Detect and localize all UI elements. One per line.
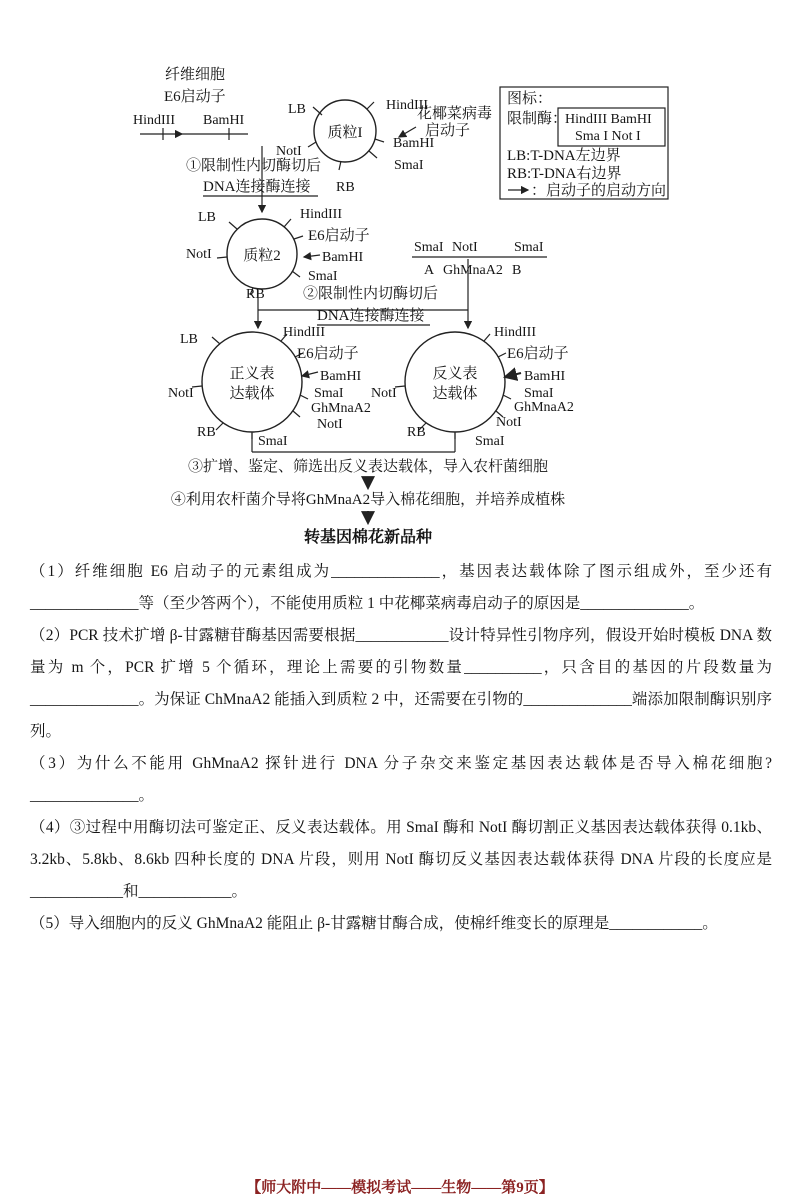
bamhi-label: BamHI: [524, 369, 566, 384]
legend-enzyme-line1: HindIII BamHI: [565, 112, 652, 127]
noti-label: NotI: [276, 144, 302, 159]
question-2: （2）PCR 技术扩增 β-甘露糖苷酶基因需要根据____________设计特异性引物序列，假设开始时模板 DNA 数量为 m 个，PCR 扩增 5 个循环，理论上需要的引物数量__________，只含目的基因的片段数量为______________。为保证 ChMnaA2 能插入到质粒 2 中，还需要在引物的______________端添加限制酶识别序列。: [30, 627, 772, 740]
smai-label: SmaI: [475, 434, 505, 449]
fiber-cell-label: 纤维细胞: [165, 67, 226, 83]
noti-label: NotI: [168, 386, 194, 401]
noti-label: NotI: [452, 240, 478, 255]
noti-label: NotI: [371, 386, 397, 401]
hindiii-label: HindIII: [133, 113, 175, 128]
rb-label: RB: [246, 287, 265, 302]
step3-text: ③扩增、鉴定、筛选出反义表达载体，导入农杆菌细胞: [187, 459, 549, 475]
smai-label: SmaI: [414, 240, 444, 255]
sense-vector-group: [168, 325, 371, 449]
legend-arrow-line: ：启动子的启动方向: [531, 183, 667, 199]
step4-text: ④利用农杆菌介导将GhMnaA2导入棉花细胞，并培养成植株: [170, 492, 566, 508]
camv-promoter-label-line1: 花椰菜病毒: [417, 106, 493, 122]
gene-label: GhMnaA2: [443, 263, 503, 278]
noti-label: NotI: [317, 417, 343, 432]
sense-vector-label-line1: 正义表: [229, 366, 275, 382]
smai-label: SmaI: [258, 434, 288, 449]
bamhi-label: BamHI: [203, 113, 245, 128]
e6-direction-arrow: [505, 373, 521, 377]
hindiii-label: HindIII: [283, 325, 325, 340]
step1-text-line1: ①限制性内切酶切后: [186, 158, 322, 174]
step2-text-line1: ②限制性内切酶切后: [303, 286, 439, 302]
legend-rb-line: RB:T-DNA右边界: [507, 166, 622, 182]
fragment-b-label: B: [512, 263, 522, 278]
smai-label: SmaI: [314, 386, 344, 401]
question-1: （1）纤维细胞 E6 启动子的元素组成为______________，基因表达载体除了图示组成外，至少还有______________等（至少答两个），不能使用质粒 1 中花椰菜病毒启动子的原因是______________。: [30, 563, 772, 612]
antisense-vector-label-line1: 反义表: [432, 366, 478, 382]
e6-direction-arrow: [304, 255, 320, 257]
bamhi-label: BamHI: [393, 136, 435, 151]
genetic-engineering-diagram: [0, 0, 800, 556]
gene-label: GhMnaA2: [311, 401, 371, 416]
bamhi-label: BamHI: [322, 250, 364, 265]
smai-label: SmaI: [514, 240, 544, 255]
smai-label: SmaI: [308, 269, 338, 284]
rb-label: RB: [407, 425, 426, 440]
step1-text-line2: DNA连接酶连接: [203, 179, 311, 195]
hindiii-label: HindIII: [300, 207, 342, 222]
question-4: （4）③过程中用酶切法可鉴定正、反义表达载体。用 SmaI 酶和 NotI 酶切割正义基因表达载体获得 0.1kb、3.2kb、5.8kb、8.6kb 四种长度的 DNA 片段，则用 NotI 酶切反义基因表达载体获得 DNA 片段的长度应是____________和____________。: [30, 819, 772, 900]
e6-promoter-label: E6启动子: [164, 89, 226, 105]
fragment-a-label: A: [424, 263, 435, 278]
lb-label: LB: [198, 210, 216, 225]
sense-vector-circle: [202, 332, 302, 432]
question-3: （3）为什么不能用 GhMnaA2 探针进行 DNA 分子杂交来鉴定基因表达载体是否导入棉花细胞?______________。: [30, 755, 772, 804]
rb-label: RB: [197, 425, 216, 440]
question-block: [30, 556, 772, 940]
lb-label: LB: [288, 102, 306, 117]
smai-label: SmaI: [524, 386, 554, 401]
sense-vector-label-line2: 达载体: [229, 386, 275, 402]
e6-direction-arrow: [302, 372, 318, 376]
gene-label: GhMnaA2: [514, 400, 574, 415]
e6-promoter-label: E6启动子: [308, 228, 370, 244]
lb-label: LB: [180, 332, 198, 347]
step2-text-line2: DNA连接酶连接: [317, 308, 425, 324]
legend-lb-line: LB:T-DNA左边界: [507, 148, 621, 164]
legend-enzyme-label: 限制酶：: [507, 111, 568, 127]
antisense-vector-group: [371, 325, 574, 449]
smai-label: SmaI: [394, 158, 424, 173]
fiber-cell-promoter-schematic: [133, 66, 248, 140]
bamhi-label: BamHI: [320, 369, 362, 384]
antisense-vector-circle: [405, 332, 505, 432]
antisense-vector-label-line2: 达载体: [432, 386, 478, 402]
bottom-flow-group: [171, 433, 565, 546]
legend-box: [500, 87, 668, 199]
camv-promoter-label-line2: 启动子: [425, 123, 471, 139]
result-text: 转基因棉花新品种: [303, 529, 433, 546]
plasmid1-label: 质粒I: [327, 125, 363, 141]
noti-label: NotI: [496, 415, 522, 430]
hindiii-label: HindIII: [386, 98, 428, 113]
rb-label: RB: [336, 180, 355, 195]
legend-title: 图标：: [507, 91, 553, 107]
gene-fragment-group: [412, 240, 547, 278]
e6-promoter-label: E6启动子: [297, 346, 359, 362]
page-footer: 【师大附中——模拟考试——生物——第9页】: [246, 1180, 554, 1196]
hindiii-label: HindIII: [494, 325, 536, 340]
e6-promoter-label: E6启动子: [507, 346, 569, 362]
legend-enzyme-line2: Sma I Not I: [575, 129, 641, 144]
question-5: （5）导入细胞内的反义 GhMnaA2 能阻止 β-甘露糖甘酶合成，使棉纤维变长的原理是____________。: [30, 915, 718, 932]
plasmid2-label: 质粒2: [243, 248, 281, 264]
noti-label: NotI: [186, 247, 212, 262]
